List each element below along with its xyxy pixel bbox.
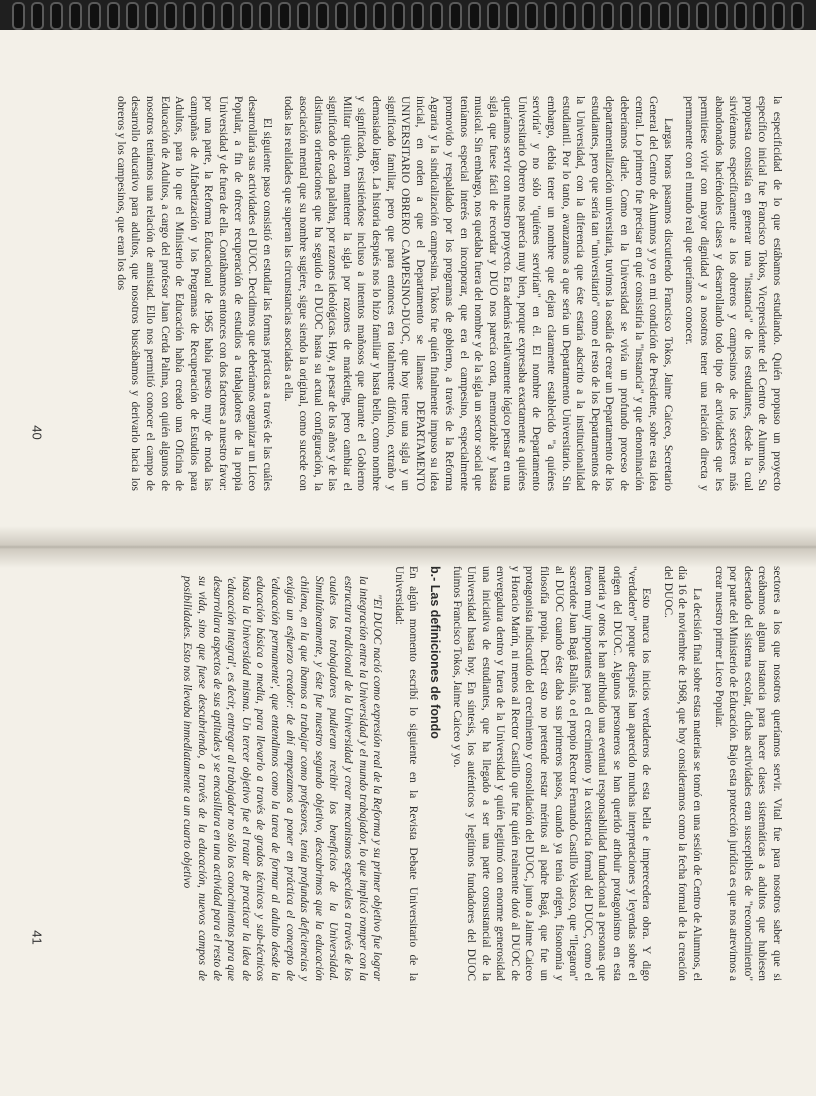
binding-ring bbox=[601, 2, 614, 30]
binding-ring bbox=[221, 2, 234, 30]
paragraph: Esto marca los inicios verdaderos de esta bella e imperecedera obra. Y digo "verdadero" porque después han aparecido muchas interpretaciones y leyendas sobre el origen del DUOC. Algunos personeros se han querido atribuir protagonismo en esta materia y otros le han atribuido una eventual responsabilidad fundacional a personas que fueron muy importantes para el crecimiento y la existencia formal del DUOC, como el sacerdote Juan Bagá Ballús, o el propio Rector Fernando Castillo Velasco, que "llegaron" al DUOC cuando éste daba sus primeros pasos, cuando ya tenía origen, fisonomía y filosofía propia. Decir esto no pretende restar méritos al padre Bagá, que fue un protagonista indiscutido del crecimiento y consolidación del DUOC, junto a Jaime Caiceo y Horacio Marín, ni menos al Rector Castillo que fue quién realmente dotó al DUOC de envergadura dentro y fuera de la Universidad y quién legitimó con enorme generosidad una iniciativa de estudiantes, que ha llegado a ser una parte consustancial de la Universidad hasta hoy. En síntesis, los auténticos y legítimos fundadores del DUOC fuimos Francisco Tokos, Jaime Caiceo y yo. bbox=[450, 566, 653, 981]
paragraph: En algún momento escribí lo siguiente en la Revista Debate Universitario de la Universidad: bbox=[392, 566, 420, 981]
section-heading: b.- Las definiciones de fondo bbox=[427, 566, 442, 739]
binding-ring bbox=[487, 2, 500, 30]
binding-ring bbox=[107, 2, 120, 30]
binding-ring bbox=[449, 2, 462, 30]
binding-ring bbox=[734, 2, 747, 30]
binding-ring bbox=[468, 2, 481, 30]
binding-ring bbox=[69, 2, 82, 30]
binding-ring bbox=[259, 2, 272, 30]
binding-ring bbox=[696, 2, 709, 30]
page-41-text bbox=[180, 566, 784, 981]
binding-ring bbox=[563, 2, 576, 30]
binding-ring bbox=[202, 2, 215, 30]
binding-ring bbox=[620, 2, 633, 30]
binding-ring bbox=[354, 2, 367, 30]
binding-ring bbox=[126, 2, 139, 30]
page-41 bbox=[104, 566, 784, 981]
binding-ring bbox=[525, 2, 538, 30]
binding-ring bbox=[278, 2, 291, 30]
binding-ring bbox=[715, 2, 728, 30]
binding-ring bbox=[506, 2, 519, 30]
binding-ring bbox=[164, 2, 177, 30]
binding-ring bbox=[677, 2, 690, 30]
paragraph: Largas horas pasamos discutiendo Francisco Tokos, Jaime Caiceo, Secretario General del Centro de Alumnos y yo en mi condición de Presidente, sobre esta idea central. Lo primero fue precisar en qué consistiría la "instancia" y que denominación deberíamos darle. Como en la Universidad se vivía un profundo proceso de departamentalización universitaria, tuvimos la osadía de crear un Departamento de los estudiantes, pero que sería tan "universitario" como el resto de los Departamentos de la Universidad, con la diferencia que éste estaría adscrito a la institucionalidad estudiantil. Por lo tanto, avanzamos a que sería un Departamento Universitario. Sin embargo, debía tener un nombre que dejara claramente establecido "a quiénes serviría" y no sólo "quiénes servirían" en él. El nombre de Departamento Universitario Obrero nos parecía muy bien, porque expresaba exactamente a quiénes queríamos servir con nuestro proyecto. Era además relativamente lógico pensar en una sigla que fuese fácil de recordar y DUO nos parecía corta, memorizable y hasta musical. Sin embargo, nos quedaba fuera del nombre y de la sigla un sector social que teníamos especial interés en incorporar, que era el campesino, especialmente promovido y respaldado por los programas de gobierno, a través de la Reforma Agraria y la sindicalización campesina. Tokos fue quién finalmente impuso su idea inicial, en orden a que el Departamento se llamase DEPARTAMENTO UNIVERSITARIO OBRERO CAMPESINO-DUOC, que hoy tiene una sigla y un significado familiar, pero que para entonces era totalmente difónico, extraño y demasiado largo. La historia después nos lo hizo familiar y hasta bello, como nombre y significado, resistiéndose incluso a intentos mañosos que durante el Gobierno Militar quisieron mantener la sigla por razones de marketing, pero cambiar el significado de cada palabra, por razones ideológicas. Hoy, a pesar de los años y de las distintas orientaciones que ha seguido el DUOC hasta su actual configuración, la asociación mental que su nombre sugiere, sigue siendo la original, como sucede con todas las realidades que superan las circunstancias asociadas a ella. bbox=[282, 96, 674, 491]
binding-ring bbox=[335, 2, 348, 30]
binding-ring bbox=[430, 2, 443, 30]
quote-paragraph: "El DUOC nació como expresión real de la Reforma y su primer objetivo fue lograr la integración entre la Universidad y el mundo trabajador, lo que implicó romper con la estructura tradicional de la Universidad y crear mecanismos especiales a través de los cuales los trabajadores pudieran recibir los beneficios de la Universidad. Simultáneamente, y éste fue nuestro segundo objetivo, descubrimos que la educación chilena, en la que íbamos a trabajar como profesores, tenía profundas deficiencias y exigía un esfuerzo creador: de ahí empezamos a poner en práctica el concepto de 'educación permanente', que entendimos como la tarea de formar al adulto desde la educación básica o media, para llevarlo a través de grados técnicos y sub-técnicos hasta la Universidad misma. Un tercer objetivo fue el tratar de practicar la idea de 'educación integral', es decir, entregar al trabajador no sólo los conocimientos para que desarrollara aspectos de sus aptitudes y se encasillara en una actividad para el resto de su vida, sino que fuese descubriendo, a través de la educación, nuevos campos de posibilidades. Esto nos llevaba inmediatamente a un cuarto objetivo bbox=[181, 576, 384, 981]
binding-ring bbox=[411, 2, 424, 30]
binding-ring bbox=[297, 2, 310, 30]
binding-ring bbox=[316, 2, 329, 30]
binding-ring bbox=[88, 2, 101, 30]
page-number: 40 bbox=[29, 425, 45, 440]
binding-ring bbox=[772, 2, 785, 30]
book-gutter bbox=[0, 526, 816, 568]
page-40 bbox=[104, 96, 784, 491]
paragraph: sectores a los que nosotros queríamos servir. Vital fue para nosotros saber que si creábamos alguna instancia para hacer clases sistemáticas a adultos que hubiesen desertado del sistema escolar, dichas actividades eran susceptibles de "reconocimiento" por parte del Ministerio de Educación. Bajo esta protección jurídica es que nos atrevimos a crear nuestro primer Liceo Popular. bbox=[712, 566, 783, 981]
paragraph: la especificidad de lo que estábamos estudiando. Quién propuso un proyecto específico inicial fue Francisco Tokos, Vicepresidente del Centro de Alumnos. Su propuesta consistía en generar una "instancia" de los estudiantes, desde la cual sirviéramos específicamente a los obreros y campesinos de los sectores más abandonados haciéndoles clases y desarrollando todo tipo de actividades que les permitiese vivir con mayor dignidad y a nosotros tener una relación directa y permanente con el mundo real que queríamos conocer. bbox=[683, 96, 783, 491]
paragraph: El siguiente paso consistió en estudiar las formas prácticas a través de las cuáles desarrollaría sus actividades el DUOC. Decidimos que deberíamos organizar un Liceo Popular, a fin de ofrecer recuperación de estudios a trabajadores de la propia Universidad y de fuera de ella. Contábamos entonces con dos factores a nuestro favor: por una parte, la Reforma Educacional de 1965 había puesto muy de moda las campañas de Alfabetización y los Programas de Recuperación de Estudios para Adultos, para lo que el Ministerio de Educación había creado una Oficina de Educación de Adultos, a cargo del profesor Juan Cerda Palma, con quién algunos de nosotros teníamos una relación de amistad. Ello nos permitió conocer el campo de desarrollo educativo para adultos, que nosotros buscábamos y derivarlo hacia los obreros y los campesinos, que eran los dos bbox=[114, 96, 273, 491]
binding-ring bbox=[753, 2, 766, 30]
binding-ring bbox=[31, 2, 44, 30]
binding-ring bbox=[145, 2, 158, 30]
page-40-text bbox=[113, 96, 784, 491]
binding-ring bbox=[639, 2, 652, 30]
binding-ring bbox=[373, 2, 386, 30]
binding-ring bbox=[12, 2, 25, 30]
binding-ring bbox=[50, 2, 63, 30]
binding-ring bbox=[658, 2, 671, 30]
binding-ring bbox=[183, 2, 196, 30]
binding-ring bbox=[392, 2, 405, 30]
binding-ring bbox=[240, 2, 253, 30]
paragraph: La decisión final sobre estas materias se tomó en una sesión de Centro de Alumnos, el día 16 de noviembre de 1968, que hoy consideramos como la fecha formal de la creación del DUOC. bbox=[661, 566, 704, 981]
page-number: 41 bbox=[29, 930, 45, 945]
spiral-binding bbox=[0, 0, 816, 30]
binding-ring bbox=[791, 2, 804, 30]
binding-ring bbox=[544, 2, 557, 30]
binding-ring bbox=[582, 2, 595, 30]
